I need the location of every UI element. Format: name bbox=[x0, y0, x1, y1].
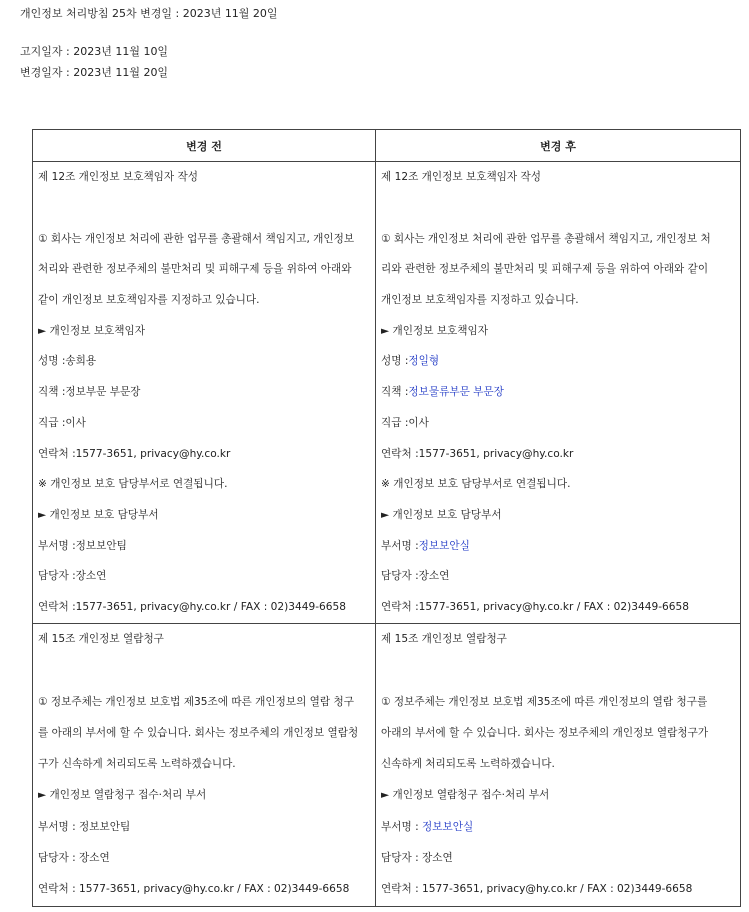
text-line: 연락처 :1577-3651, privacy@hy.co.kr / FAX : 02)3449-6658 bbox=[381, 600, 689, 613]
text-line bbox=[38, 346, 370, 377]
field-value: 장소연 bbox=[79, 852, 110, 865]
text-line bbox=[381, 408, 735, 439]
field-value: 정보보안팀 bbox=[75, 539, 127, 552]
text-line bbox=[381, 812, 735, 843]
text-line bbox=[381, 843, 735, 874]
field-label: 직급 : bbox=[381, 416, 409, 429]
text-line: ► 개인정보 보호 담당부서 bbox=[38, 508, 159, 521]
field-label: 부서명 : bbox=[38, 820, 80, 833]
text-line: 연락처 :1577-3651, privacy@hy.co.kr bbox=[381, 447, 574, 460]
column-header-before: 변경 전 bbox=[33, 130, 376, 162]
section-12-row bbox=[33, 162, 741, 624]
text-line bbox=[381, 531, 735, 562]
text-line: 연락처 : 1577-3651, privacy@hy.co.kr / FAX : 02)3449-6658 bbox=[38, 883, 350, 896]
text-line: 같이 개인정보 보호책임자를 지정하고 있습니다. bbox=[38, 294, 260, 307]
field-label: 성명 : bbox=[381, 355, 409, 368]
text-line bbox=[38, 843, 370, 874]
field-label: 부서명 : bbox=[381, 820, 423, 833]
section-15-before-cell bbox=[33, 624, 376, 907]
field-value: 이사 bbox=[408, 416, 429, 429]
text-line: ① 정보주체는 개인정보 보호법 제35조에 따른 개인정보의 열람 청구 bbox=[38, 695, 354, 708]
text-line: 구가 신속하게 처리되도록 노력하겠습니다. bbox=[38, 758, 236, 771]
changed-value: 정보물류부문 부문장 bbox=[408, 386, 504, 399]
notice-date: 고지일자 : 2023년 11월 10일 bbox=[20, 45, 169, 58]
text-line: ※ 개인정보 보호 담당부서로 연결됩니다. bbox=[381, 478, 571, 491]
text-line: ► 개인정보 보호책임자 bbox=[38, 324, 145, 337]
field-label: 직급 : bbox=[38, 416, 66, 429]
field-value: 송희용 bbox=[65, 355, 97, 368]
text-line: 제 15조 개인정보 열람청구 bbox=[381, 633, 507, 645]
comparison-table bbox=[32, 129, 741, 907]
text-line: 제 12조 개인정보 보호책임자 작성 bbox=[38, 171, 198, 183]
changed-value: 정일형 bbox=[408, 355, 440, 368]
text-line: ① 회사는 개인정보 처리에 관한 업무를 총괄해서 책임지고, 개인정보 처 bbox=[381, 232, 711, 245]
text-line: 연락처 : 1577-3651, privacy@hy.co.kr / FAX : 02)3449-6658 bbox=[381, 883, 693, 896]
field-value: 장소연 bbox=[75, 570, 107, 583]
field-value: 장소연 bbox=[422, 852, 453, 865]
policy-version-line: 개인정보 처리방침 25차 변경일 : 2023년 11월 20일 bbox=[20, 7, 278, 20]
text-line bbox=[381, 193, 735, 224]
field-label: 부서명 : bbox=[381, 539, 419, 552]
text-line: ► 개인정보 보호 담당부서 bbox=[381, 508, 502, 521]
text-line: 개인정보 보호책임자를 지정하고 있습니다. bbox=[381, 294, 579, 307]
table-header-row bbox=[33, 130, 741, 162]
text-line: ► 개인정보 열람청구 접수·처리 부서 bbox=[381, 789, 550, 802]
text-line bbox=[381, 377, 735, 408]
field-value: 정보보안팀 bbox=[79, 820, 131, 833]
text-line bbox=[381, 655, 735, 686]
section-12-after-cell bbox=[376, 162, 741, 624]
text-line bbox=[38, 561, 370, 592]
changed-value: 정보보안실 bbox=[418, 539, 470, 552]
field-label: 성명 : bbox=[38, 355, 66, 368]
text-line bbox=[381, 346, 735, 377]
field-value: 정보부문 부문장 bbox=[65, 386, 141, 399]
field-label: 직책 : bbox=[38, 386, 66, 399]
section-15-after-cell bbox=[376, 624, 741, 907]
text-line: ① 회사는 개인정보 처리에 관한 업무를 총괄해서 책임지고, 개인정보 bbox=[38, 232, 355, 245]
field-label: 직책 : bbox=[381, 386, 409, 399]
text-line: 신속하게 처리되도록 노력하겠습니다. bbox=[381, 758, 555, 771]
text-line bbox=[381, 561, 735, 592]
text-line: 리와 관련한 정보주체의 불만처리 및 피해구제 등을 위하여 아래와 같이 bbox=[381, 263, 709, 276]
column-header-after: 변경 후 bbox=[376, 130, 741, 162]
text-line: 연락처 :1577-3651, privacy@hy.co.kr bbox=[38, 447, 231, 460]
section-15-row bbox=[33, 624, 741, 907]
text-line: ► 개인정보 열람청구 접수·처리 부서 bbox=[38, 789, 207, 802]
text-line bbox=[38, 408, 370, 439]
field-value: 장소연 bbox=[418, 570, 450, 583]
field-label: 담당자 : bbox=[381, 852, 423, 865]
text-line: 를 아래의 부서에 할 수 있습니다. 회사는 정보주체의 개인정보 열람청 bbox=[38, 726, 359, 739]
field-label: 담당자 : bbox=[38, 852, 80, 865]
text-line: 제 15조 개인정보 열람청구 bbox=[38, 633, 164, 645]
field-value: 이사 bbox=[65, 416, 86, 429]
changed-value: 정보보안실 bbox=[422, 820, 474, 833]
text-line: 제 12조 개인정보 보호책임자 작성 bbox=[381, 171, 541, 183]
text-line bbox=[38, 812, 370, 843]
field-label: 부서명 : bbox=[38, 539, 76, 552]
text-line: ① 정보주체는 개인정보 보호법 제35조에 따른 개인정보의 열람 청구를 bbox=[381, 695, 708, 708]
section-12-before-cell bbox=[33, 162, 376, 624]
field-label: 담당자 : bbox=[38, 570, 76, 583]
text-line: ※ 개인정보 보호 담당부서로 연결됩니다. bbox=[38, 478, 228, 491]
text-line bbox=[38, 193, 370, 224]
change-date: 변경일자 : 2023년 11월 20일 bbox=[20, 66, 169, 79]
field-label: 담당자 : bbox=[381, 570, 419, 583]
text-line bbox=[38, 377, 370, 408]
text-line: ► 개인정보 보호책임자 bbox=[381, 324, 488, 337]
text-line: 연락처 :1577-3651, privacy@hy.co.kr / FAX : 02)3449-6658 bbox=[38, 600, 346, 613]
text-line: 아래의 부서에 할 수 있습니다. 회사는 정보주체의 개인정보 열람청구가 bbox=[381, 726, 709, 739]
text-line bbox=[38, 531, 370, 562]
text-line: 처리와 관련한 정보주체의 불만처리 및 피해구제 등을 위하여 아래와 bbox=[38, 263, 352, 276]
text-line bbox=[38, 655, 370, 686]
